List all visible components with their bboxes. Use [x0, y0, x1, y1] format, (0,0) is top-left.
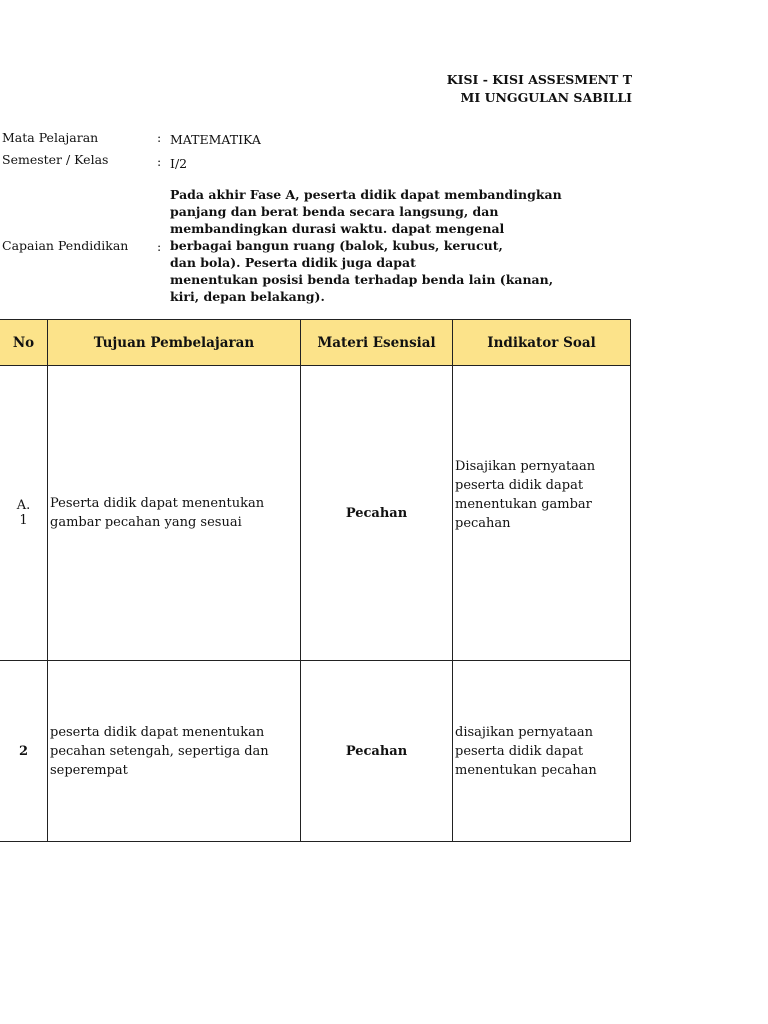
cell-materi: Pecahan	[301, 661, 453, 842]
cell-indikator: disajikan pernyataan peserta didik dapat menentukan pecahan	[453, 661, 631, 842]
header-no: No	[0, 320, 48, 366]
capaian-line: kiri, depan belakang).	[170, 289, 325, 304]
capaian-text	[170, 186, 562, 305]
cell-tujuan: Peserta didik dapat menentukan gambar pecahan yang sesuai	[48, 366, 301, 661]
no-line: A.	[16, 498, 31, 513]
header-indikator: Indikator Soal	[453, 320, 631, 366]
capaian-line: menentukan posisi benda terhadap benda lain (kanan,	[170, 272, 554, 287]
mata-pelajaran-label: Mata Pelajaran	[2, 130, 99, 145]
school-name: MI UNGGULAN SABILLI	[460, 90, 632, 105]
capaian-line: berbagai bangun ruang (balok, kubus, kerucut,	[170, 238, 503, 253]
cell-no: 2	[0, 661, 48, 842]
colon: :	[157, 239, 162, 254]
header-materi: Materi Esensial	[301, 320, 453, 366]
capaian-label: Capaian Pendidikan	[2, 238, 129, 253]
cell-materi: Pecahan	[301, 366, 453, 661]
colon: :	[157, 130, 162, 145]
cell-tujuan: peserta didik dapat menentukan pecahan setengah, sepertiga dan seperempat	[48, 661, 301, 842]
table-row	[0, 366, 631, 661]
capaian-line: dan bola). Peserta didik juga dapat	[170, 255, 416, 270]
capaian-line: membandingkan durasi waktu. dapat mengenal	[170, 221, 505, 236]
semester-label: Semester / Kelas	[2, 152, 109, 167]
kisi-table	[0, 319, 631, 842]
capaian-line: panjang dan berat benda secara langsung, dan	[170, 204, 499, 219]
table-row	[0, 661, 631, 842]
colon: :	[157, 154, 162, 169]
header-tujuan: Tujuan Pembelajaran	[48, 320, 301, 366]
semester-value: I/2	[170, 156, 188, 171]
mata-pelajaran-value: MATEMATIKA	[170, 132, 261, 147]
no-line: 1	[19, 513, 28, 528]
cell-no	[0, 366, 48, 661]
indikator-text: Disajikan pernyataan peserta didik dapat menentukan gambar pecahan	[455, 459, 596, 531]
table-header-row	[0, 320, 631, 366]
document-title: KISI - KISI ASSESMENT T	[446, 72, 632, 87]
capaian-line: Pada akhir Fase A, peserta didik dapat membandingkan	[170, 187, 562, 202]
cell-indikator	[453, 366, 631, 661]
